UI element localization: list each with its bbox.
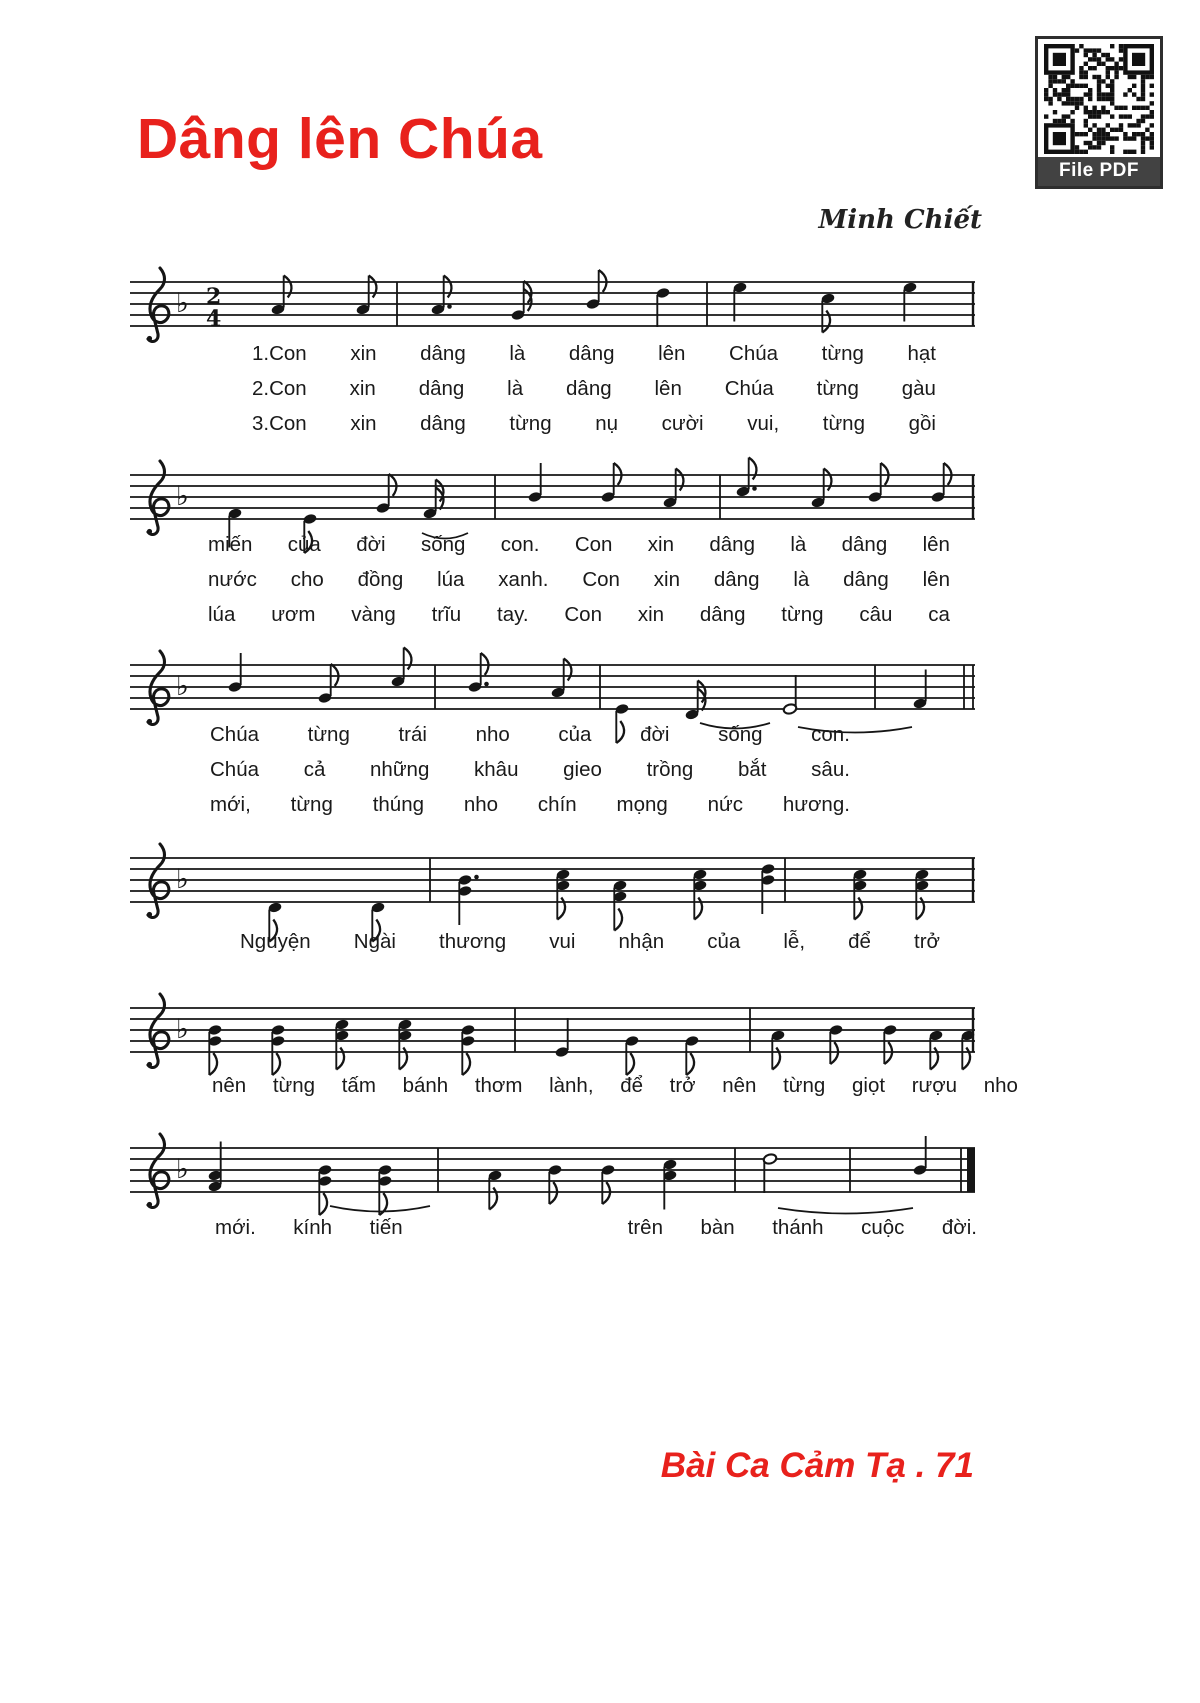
lyric-word: đời. bbox=[941, 1216, 977, 1239]
lyric-word: chín bbox=[537, 793, 577, 816]
lyric-word: lễ, bbox=[783, 930, 806, 953]
lyric-word: từng bbox=[783, 1074, 826, 1097]
lyric-word: dâng bbox=[841, 533, 888, 556]
lyric-word: ca bbox=[928, 603, 950, 626]
flat-sign: ♭ bbox=[176, 1154, 189, 1185]
lyric-word: xin bbox=[350, 342, 377, 365]
flat-sign: ♭ bbox=[176, 288, 189, 319]
lyric-word: Chúa bbox=[210, 723, 260, 746]
lyric-word: dâng bbox=[420, 342, 466, 365]
staff-notation bbox=[130, 455, 975, 575]
lyric-word: lên bbox=[658, 342, 686, 365]
lyric-word: trở bbox=[669, 1074, 696, 1097]
flat-sign: ♭ bbox=[176, 864, 189, 895]
lyric-word: dâng bbox=[420, 412, 466, 435]
lyric-word: gàu bbox=[901, 377, 936, 400]
lyric-word: nhận bbox=[618, 930, 665, 953]
lyric-word: của bbox=[707, 930, 741, 953]
lyric-line bbox=[210, 723, 850, 747]
lyric-word: từng bbox=[821, 342, 864, 365]
lyric-word: mới, bbox=[210, 793, 251, 816]
footer-text: Bài Ca Cảm Tạ . 71 bbox=[660, 1446, 974, 1485]
lyric-line bbox=[252, 412, 936, 436]
lyric-word: sống bbox=[718, 723, 763, 746]
lyric-word: rượu bbox=[911, 1074, 958, 1097]
lyric-word: xin bbox=[349, 377, 376, 400]
page-title: Dâng lên Chúa bbox=[137, 107, 543, 171]
lyric-line bbox=[240, 930, 940, 954]
music-staff-6 bbox=[130, 1128, 975, 1313]
lyric-word: từng bbox=[290, 793, 333, 816]
lyric-word: từng bbox=[781, 603, 824, 626]
flat-sign: ♭ bbox=[176, 671, 189, 702]
lyric-word: con. bbox=[500, 533, 540, 556]
lyric-word: xin bbox=[647, 533, 675, 556]
lyric-word: vui, bbox=[747, 412, 780, 435]
lyric-word: nho bbox=[475, 723, 510, 746]
lyric-word: từng bbox=[509, 412, 552, 435]
lyric-word: nho bbox=[983, 1074, 1018, 1097]
lyric-word: tiến bbox=[369, 1216, 403, 1239]
lyric-word: là bbox=[793, 568, 810, 591]
lyric-word: lên bbox=[922, 568, 950, 591]
lyric-word: vàng bbox=[351, 603, 396, 626]
lyric-word: xin bbox=[350, 412, 377, 435]
lyric-word: Con bbox=[582, 568, 620, 591]
composer-name: Minh Chiết bbox=[818, 205, 982, 235]
lyric-word: nước bbox=[208, 568, 257, 591]
lyric-word: gieo bbox=[563, 758, 602, 781]
lyric-word: hạt bbox=[907, 342, 936, 365]
lyric-word: lúa bbox=[208, 603, 236, 626]
lyric-word: Nguyện bbox=[240, 930, 311, 953]
lyric-word: cười bbox=[661, 412, 704, 435]
music-staff-2 bbox=[130, 455, 975, 640]
lyric-word: nụ bbox=[595, 412, 619, 435]
flat-sign: ♭ bbox=[176, 1014, 189, 1045]
lyric-word: trồng bbox=[646, 758, 694, 781]
lyric-word: 1.Con bbox=[252, 342, 307, 365]
lyric-word: xin bbox=[653, 568, 680, 591]
lyric-word: là bbox=[507, 377, 524, 400]
lyric-word: nức bbox=[707, 793, 744, 816]
lyric-word: để bbox=[848, 930, 871, 953]
qr-code bbox=[1035, 36, 1163, 189]
lyric-word: dâng bbox=[568, 342, 615, 365]
lyric-word: tay. bbox=[497, 603, 529, 626]
lyric-word: con. bbox=[811, 723, 850, 746]
lyric-word: nên bbox=[722, 1074, 757, 1097]
clef-dot bbox=[147, 1062, 152, 1067]
lyric-line bbox=[208, 568, 950, 592]
lyric-line bbox=[215, 1216, 977, 1240]
lyric-word: mới. bbox=[215, 1216, 256, 1239]
lyric-word: Chúa bbox=[729, 342, 779, 365]
lyric-word: cho bbox=[290, 568, 324, 591]
lyric-word: đời bbox=[640, 723, 670, 746]
time-signature: 2 bbox=[206, 284, 222, 310]
lyric-word: từng bbox=[822, 412, 865, 435]
svg-text:4: 4 bbox=[206, 306, 222, 332]
lyric-word: là bbox=[509, 342, 526, 365]
lyric-word: lúa bbox=[437, 568, 465, 591]
lyric-word: gồi bbox=[908, 412, 936, 435]
lyric-word: dâng bbox=[418, 377, 465, 400]
lyric-line bbox=[210, 793, 850, 817]
lyric-word: là bbox=[790, 533, 807, 556]
lyric-word: lành, bbox=[549, 1074, 594, 1097]
lyric-word: khâu bbox=[474, 758, 519, 781]
lyric-word: xanh. bbox=[498, 568, 549, 591]
music-staff-1 bbox=[130, 262, 975, 447]
music-staff-3 bbox=[130, 645, 975, 830]
lyric-word: kính bbox=[293, 1216, 333, 1239]
clef-dot bbox=[147, 719, 152, 724]
clef-dot bbox=[147, 1202, 152, 1207]
lyric-word: tấm bbox=[341, 1074, 376, 1097]
lyric-word: cuộc bbox=[861, 1216, 905, 1239]
lyric-word: vui bbox=[549, 930, 576, 953]
lyric-word: dâng bbox=[709, 533, 755, 556]
lyric-word: Chúa bbox=[210, 758, 260, 781]
lyric-line bbox=[212, 1074, 1018, 1098]
lyric-word: đồng bbox=[357, 568, 404, 591]
lyric-word: sâu. bbox=[811, 758, 850, 781]
lyric-word: hương. bbox=[782, 793, 850, 816]
lyric-line bbox=[208, 603, 950, 627]
lyric-word: bàn bbox=[700, 1216, 735, 1239]
lyric-word: thơm bbox=[474, 1074, 523, 1097]
lyric-word: miến bbox=[208, 533, 253, 556]
lyric-word: Con bbox=[564, 603, 602, 626]
lyric-word: thương bbox=[439, 930, 507, 953]
lyric-word: xin bbox=[637, 603, 665, 626]
lyric-word: từng bbox=[816, 377, 859, 400]
lyric-word: từng bbox=[307, 723, 350, 746]
lyric-word: thánh bbox=[772, 1216, 824, 1239]
lyric-line bbox=[252, 342, 936, 366]
clef-dot bbox=[147, 336, 152, 341]
lyric-word: cả bbox=[303, 758, 326, 781]
lyric-word: đời bbox=[356, 533, 386, 556]
clef-dot bbox=[147, 912, 152, 917]
lyric-word: Con bbox=[574, 533, 613, 556]
lyric-word: nho bbox=[463, 793, 499, 816]
lyric-word: từng bbox=[272, 1074, 316, 1097]
qr-pattern-icon bbox=[1044, 44, 1154, 154]
lyric-word: của bbox=[287, 533, 321, 556]
lyric-word: của bbox=[558, 723, 592, 746]
lyric-line bbox=[210, 758, 850, 782]
qr-label: File PDF bbox=[1038, 157, 1160, 186]
lyric-word: trên bbox=[627, 1216, 663, 1239]
lyric-word: thúng bbox=[372, 793, 425, 816]
clef-dot bbox=[147, 529, 152, 534]
lyric-word: dâng bbox=[843, 568, 889, 591]
lyric-word: mọng bbox=[616, 793, 668, 816]
lyric-line bbox=[252, 377, 936, 401]
lyric-word: Ngài bbox=[353, 930, 396, 953]
lyric-word: nên bbox=[212, 1074, 247, 1097]
lyric-word: dâng bbox=[566, 377, 612, 400]
lyric-word: Chúa bbox=[724, 377, 774, 400]
lyric-word: những bbox=[370, 758, 430, 781]
lyric-word: lên bbox=[922, 533, 950, 556]
lyric-word: lên bbox=[654, 377, 682, 400]
lyric-word: bắt bbox=[738, 758, 767, 781]
flat-sign: ♭ bbox=[176, 481, 189, 512]
lyric-word: bánh bbox=[402, 1074, 449, 1097]
lyric-word: trái bbox=[398, 723, 427, 746]
lyric-word: dâng bbox=[713, 568, 760, 591]
lyric-word: trở bbox=[914, 930, 940, 953]
lyric-word: dâng bbox=[699, 603, 746, 626]
lyric-word: giọt bbox=[851, 1074, 886, 1097]
lyric-line bbox=[208, 533, 950, 557]
lyric-word: 3.Con bbox=[252, 412, 307, 435]
lyric-word: sống bbox=[420, 533, 466, 556]
lyric-word: để bbox=[620, 1074, 643, 1097]
lyric-word: ươm bbox=[271, 603, 316, 626]
staff-notation bbox=[130, 645, 975, 765]
lyric-word: trĩu bbox=[431, 603, 462, 626]
lyric-word: câu bbox=[859, 603, 893, 626]
lyric-word: 2.Con bbox=[252, 377, 307, 400]
